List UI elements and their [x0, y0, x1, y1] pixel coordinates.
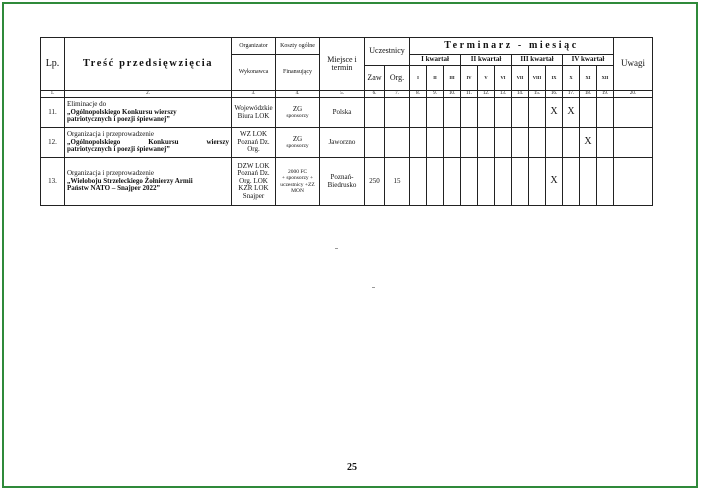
header-month: V: [478, 66, 495, 91]
month-cell: [563, 158, 580, 206]
header-month: X: [563, 66, 580, 91]
month-cell: [597, 98, 614, 128]
row-finansujacy: [276, 98, 320, 128]
header-lp: Lp.: [41, 38, 65, 91]
month-cell: [478, 128, 495, 158]
header-quarter-3: III kwartał: [512, 55, 563, 66]
header-month: XII: [597, 66, 614, 91]
row-lp: 13.: [41, 158, 65, 206]
column-number: 19.: [597, 91, 614, 98]
column-number: 14.: [512, 91, 529, 98]
row-org: [385, 128, 410, 158]
header-month: IV: [461, 66, 478, 91]
header-koszty: Koszty ogólne: [276, 38, 320, 55]
finansujacy-line: + sponsorzy + uczestnicy +ZZ MON: [280, 175, 315, 194]
row-uwagi: [614, 98, 653, 128]
finansujacy-line: ZG: [292, 134, 303, 143]
month-cell: [427, 158, 444, 206]
column-number: 9.: [427, 91, 444, 98]
month-cell: [495, 128, 512, 158]
column-number: 3.: [232, 91, 276, 98]
month-cell: [478, 158, 495, 206]
task-line: patriotycznych i poezji śpiewanej”: [67, 145, 170, 154]
row-org: [385, 98, 410, 128]
finansujacy-line: 2000 FC: [287, 168, 308, 175]
month-cell: [461, 158, 478, 206]
column-number: 20.: [614, 91, 653, 98]
month-cell: [444, 98, 461, 128]
row-miejsce: Jaworzno: [320, 128, 365, 158]
task-line: „Wieloboju Strzeleckiego Żołnierzy Armii: [67, 176, 193, 185]
month-cell: [546, 128, 563, 158]
column-number: 11.: [461, 91, 478, 98]
finansujacy-line: sponsorzy: [286, 113, 309, 120]
month-cell: X: [563, 98, 580, 128]
column-number: 2.: [65, 91, 232, 98]
row-uwagi: [614, 158, 653, 206]
task-line: „Ogólnopolskiego Konkursu wierszy: [67, 107, 177, 116]
column-number: 16.: [546, 91, 563, 98]
finansujacy-line: ZG: [292, 104, 303, 113]
row-org: 15: [385, 158, 410, 206]
task-line: Organizacja i przeprowadzenie: [67, 130, 154, 139]
row-lp: 12.: [41, 128, 65, 158]
header-title: Treść przedsięwzięcia: [65, 38, 232, 91]
column-number: 5.: [320, 91, 365, 98]
scan-speck: [335, 248, 338, 249]
month-cell: [444, 128, 461, 158]
row-zaw: 250: [365, 158, 385, 206]
row-wykonawca: DZW LOK Poznań Dz. Org. LOK KZR LOK Snajper: [232, 158, 276, 206]
row-task: [65, 128, 232, 158]
month-cell: X: [546, 158, 563, 206]
header-month: IX: [546, 66, 563, 91]
table-row: [41, 98, 653, 128]
month-cell: [597, 128, 614, 158]
column-number: 7.: [385, 91, 410, 98]
column-number: 4.: [276, 91, 320, 98]
schedule-table: [40, 37, 653, 206]
header-organizator: Organizator: [232, 38, 276, 55]
month-cell: [512, 98, 529, 128]
row-miejsce: Polska: [320, 98, 365, 128]
header-quarter-1: I kwartał: [410, 55, 461, 66]
finansujacy-line: sponsorzy: [286, 143, 309, 150]
month-cell: X: [580, 128, 597, 158]
month-cell: [461, 128, 478, 158]
header-month: XI: [580, 66, 597, 91]
column-number: 12.: [478, 91, 495, 98]
month-cell: [580, 158, 597, 206]
column-number: 8.: [410, 91, 427, 98]
row-lp: 11.: [41, 98, 65, 128]
month-cell: [529, 128, 546, 158]
month-cell: [410, 128, 427, 158]
table-row: [41, 158, 653, 206]
row-task: [65, 98, 232, 128]
month-cell: [563, 128, 580, 158]
column-number: 6.: [365, 91, 385, 98]
task-line: Organizacja i przeprowadzenie: [67, 169, 154, 178]
month-cell: [529, 158, 546, 206]
row-uwagi: [614, 128, 653, 158]
scan-speck: [372, 287, 375, 288]
task-line: „Ogólnopolskiego Konkursu wierszy: [67, 137, 229, 146]
header-month: VI: [495, 66, 512, 91]
month-cell: [512, 128, 529, 158]
column-number: 18.: [580, 91, 597, 98]
header-wykonawca: Wykonawca: [232, 55, 276, 91]
month-cell: [410, 158, 427, 206]
header-org: Org.: [385, 66, 410, 91]
header-month: I: [410, 66, 427, 91]
header-quarter-2: II kwartał: [461, 55, 512, 66]
row-wykonawca: WZ LOK Poznań Dz. Org.: [232, 128, 276, 158]
month-cell: [495, 98, 512, 128]
header-finansujacy: Finansujący: [276, 55, 320, 91]
month-cell: [597, 158, 614, 206]
header-terminarz: Terminarz - miesiąc: [410, 38, 614, 55]
header-zaw: Zaw: [365, 66, 385, 91]
column-number: 10.: [444, 91, 461, 98]
row-finansujacy: [276, 128, 320, 158]
month-cell: X: [546, 98, 563, 128]
column-number: 15.: [529, 91, 546, 98]
task-line: Państw NATO – Snajper 2022”: [67, 184, 160, 193]
column-number: 17.: [563, 91, 580, 98]
month-cell: [529, 98, 546, 128]
row-miejsce: Poznań-Biedrusko: [320, 158, 365, 206]
header-month: VII: [512, 66, 529, 91]
header-uwagi: Uwagi: [614, 38, 653, 91]
header-quarter-4: IV kwartał: [563, 55, 614, 66]
column-number: 1.: [41, 91, 65, 98]
month-cell: [495, 158, 512, 206]
month-cell: [461, 98, 478, 128]
header-uczestnicy: Uczestnicy: [365, 38, 410, 66]
header-month: III: [444, 66, 461, 91]
header-month: VIII: [529, 66, 546, 91]
task-line: patriotycznych i poezji śpiewanej”: [67, 115, 170, 124]
month-cell: [512, 158, 529, 206]
header-month: II: [427, 66, 444, 91]
month-cell: [427, 128, 444, 158]
task-line: Eliminacje do: [67, 100, 107, 109]
month-cell: [478, 98, 495, 128]
table-row: [41, 128, 653, 158]
column-number: 13.: [495, 91, 512, 98]
row-zaw: [365, 128, 385, 158]
month-cell: [427, 98, 444, 128]
month-cell: [444, 158, 461, 206]
header-miejsce: Miejsce i termin: [320, 38, 365, 91]
row-zaw: [365, 98, 385, 128]
row-finansujacy: [276, 158, 320, 206]
page-number: 25: [347, 462, 357, 473]
month-cell: [410, 98, 427, 128]
row-task: [65, 158, 232, 206]
month-cell: [580, 98, 597, 128]
row-wykonawca: Wojewódzkie Biura LOK: [232, 98, 276, 128]
